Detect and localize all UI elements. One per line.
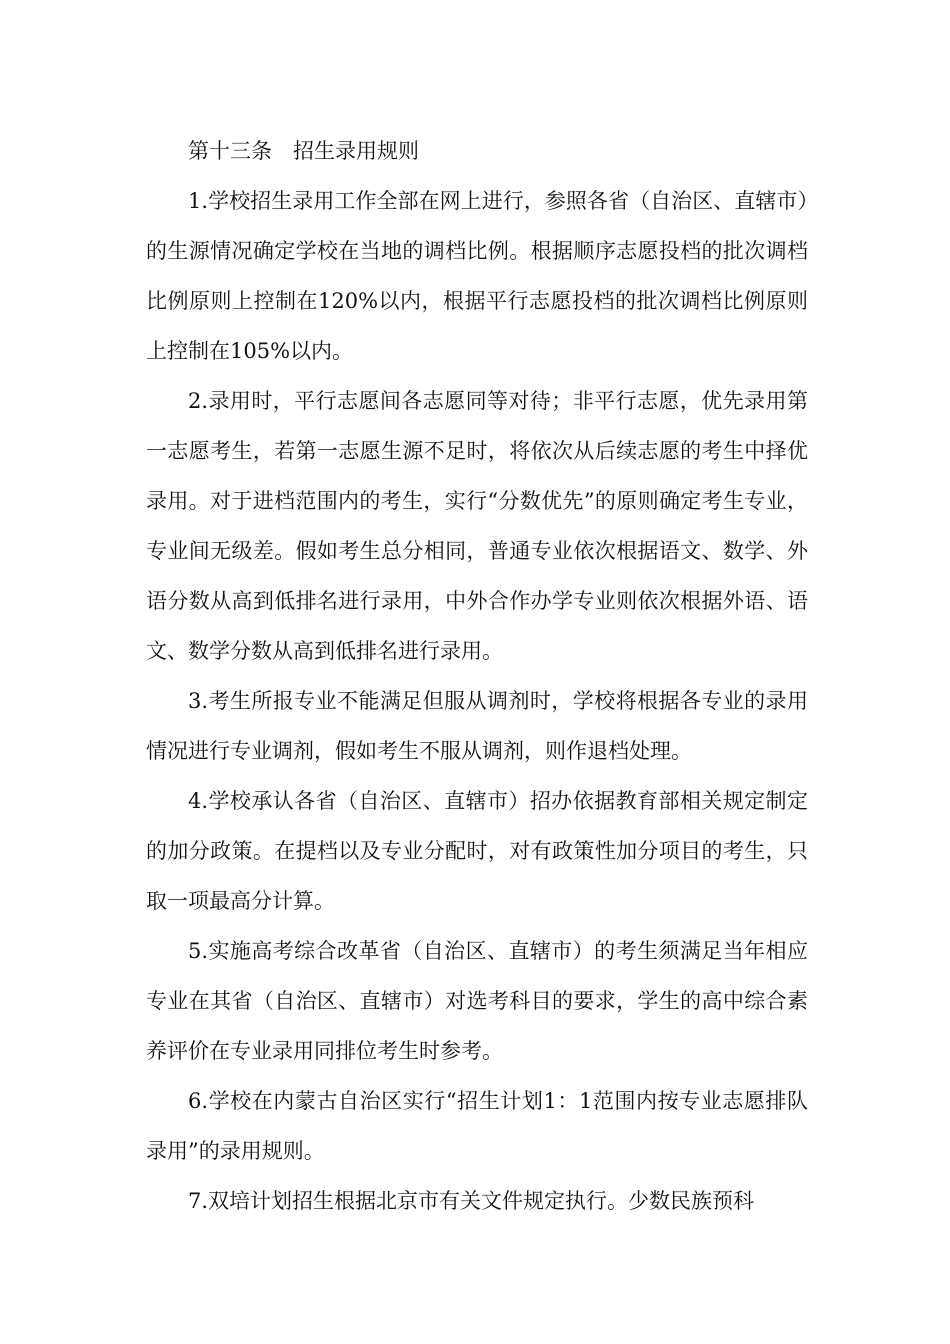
rule-paragraph-3: 3.考生所报专业不能满足但服从调剂时，学校将根据各专业的录用情况进行专业调剂，假如考生不服从调剂，则作退档处理。 <box>146 689 808 763</box>
rule-paragraph-4: 4.学校承认各省（自治区、直辖市）招办依据教育部相关规定制定的加分政策。在提档以及专业分配时，对有政策性加分项目的考生，只取一项最高分计算。 <box>146 789 808 913</box>
rule-paragraph-7: 7.双培计划招生根据北京市有关文件规定执行。少数民族预科 <box>188 1189 755 1213</box>
rule-paragraph-6: 6.学校在内蒙古自治区实行“招生计划1：1范围内按专业志愿排队录用”的录用规则。 <box>146 1089 808 1163</box>
article-heading: 第十三条 招生录用规则 <box>188 139 419 163</box>
rule-paragraph-1: 1.学校招生录用工作全部在网上进行，参照各省（自治区、直辖市）的生源情况确定学校在当地的调档比例。根据顺序志愿投档的批次调档比例原则上控制在120%以内，根据平行志愿投档的批次调档比例原则上控制在105%以内。 <box>146 189 808 363</box>
rule-paragraph-2: 2.录用时，平行志愿间各志愿同等对待；非平行志愿，优先录用第一志愿考生，若第一志愿生源不足时，将依次从后续志愿的考生中择优录用。对于进档范围内的考生，实行“分数优先”的原则确定考生专业，专业间无级差。假如考生总分相同，普通专业依次根据语文、数学、外语分数从高到低排名进行录用，中外合作办学专业则依次根据外语、语文、数学分数从高到低排名进行录用。 <box>146 389 808 663</box>
document-body <box>146 126 808 1226</box>
rule-paragraph-5: 5.实施高考综合改革省（自治区、直辖市）的考生须满足当年相应专业在其省（自治区、直辖市）对选考科目的要求，学生的高中综合素养评价在专业录用同排位考生时参考。 <box>146 939 808 1063</box>
